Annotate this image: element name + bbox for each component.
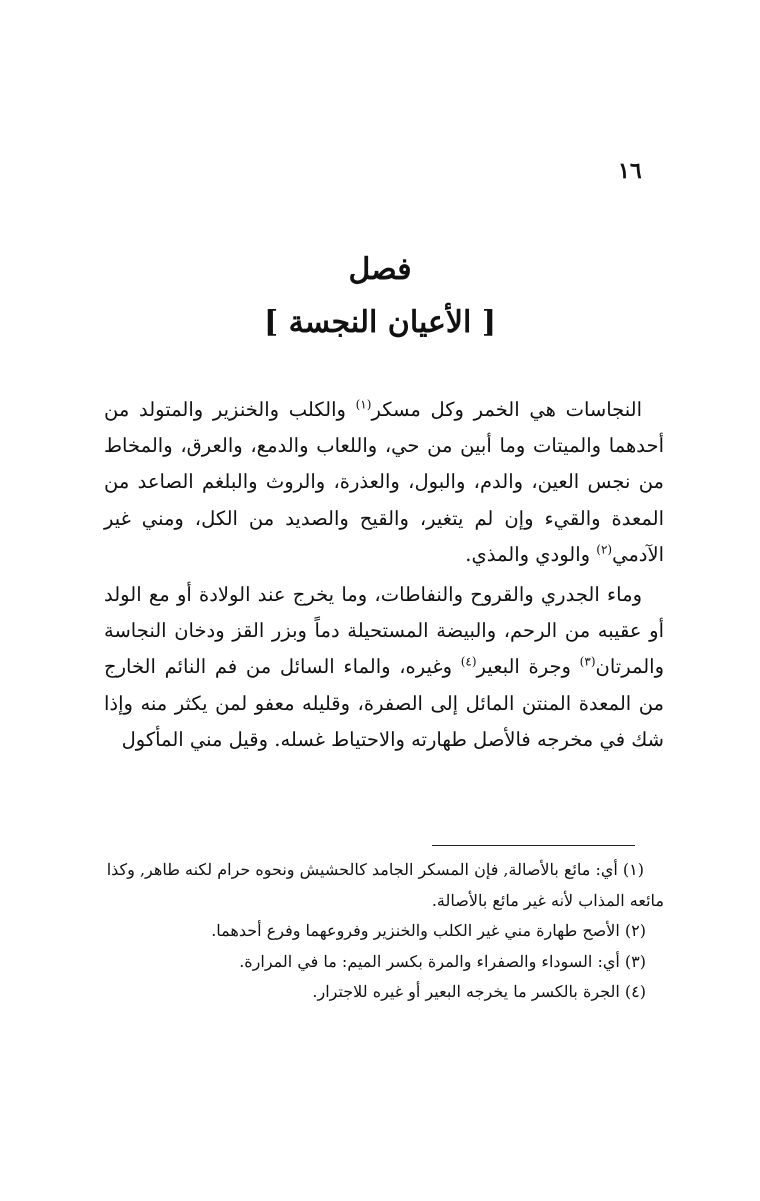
- footnote-marker-2: (٢): [596, 542, 613, 557]
- footnote-4: (٤) الجرة بالكسر ما يخرجه البعير أو غيره للاجترار.: [312, 982, 646, 1001]
- text-run: والكلب والخنزير والمتولد من أحدهما والميتات وما أبين من حي، واللعاب والدمع، والعرق، والمخاط من نجس العين، والدم، والبول، والعذرة، والروث والبلغم الصاعد من المعدة والقيء وإن لم يتغير، والقيح والصديد من الكل، ومني غير الآدمي: [104, 398, 664, 566]
- main-text: [104, 392, 664, 758]
- text-run: والودي والمذي.: [465, 542, 597, 566]
- text-run: وجرة البعير: [476, 655, 580, 679]
- text-run: النجاسات هي الخمر وكل مسكر: [371, 398, 642, 421]
- footnote-marker-4: (٤): [460, 654, 477, 669]
- text-run: وغيره، والماء السائل من فم النائم الخارج من المعدة المنتن المائل إلى الصفرة، وقليله معفو لمن يكثر منه وإذا شك في مخرجه فالأصل طهارته والاحتياط غسله. وقيل مني المأكول: [104, 655, 664, 751]
- footnotes: [104, 855, 664, 1008]
- section-title: فصل: [348, 252, 412, 287]
- footnote-divider: [432, 845, 635, 846]
- page-number: ١٦: [618, 158, 642, 184]
- paragraph-2: [104, 577, 664, 758]
- footnote-1: (١) أي: مائع بالأصالة, فإن المسكر الجامد كالحشيش ونحوه حرام لكنه طاهر, وكذا مائعه المذاب لأنه غير مائع بالأصالة.: [106, 860, 664, 910]
- footnote-marker-3: (٣): [579, 654, 596, 669]
- footnote-2: (٢) الأصح طهارة مني غير الكلب والخنزير وفروعهما وفرع أحدهما.: [211, 921, 646, 940]
- footnote-3: (٣) أي: السوداء والصفراء والمرة بكسر الميم: ما في المرارة.: [239, 951, 646, 971]
- section-subtitle: [ الأعيان النجسة ]: [263, 305, 497, 340]
- text-run: وماء الجدري والقروح والنفاطات، وما يخرج عند الولادة أو مع الولد أو عقيبه من الرحم، والبيضة المستحيلة دماً وبزر القز ودخان النجاسة والمرتان: [104, 583, 664, 679]
- footnote-marker-1: (١): [355, 397, 372, 412]
- paragraph-1: [104, 392, 664, 573]
